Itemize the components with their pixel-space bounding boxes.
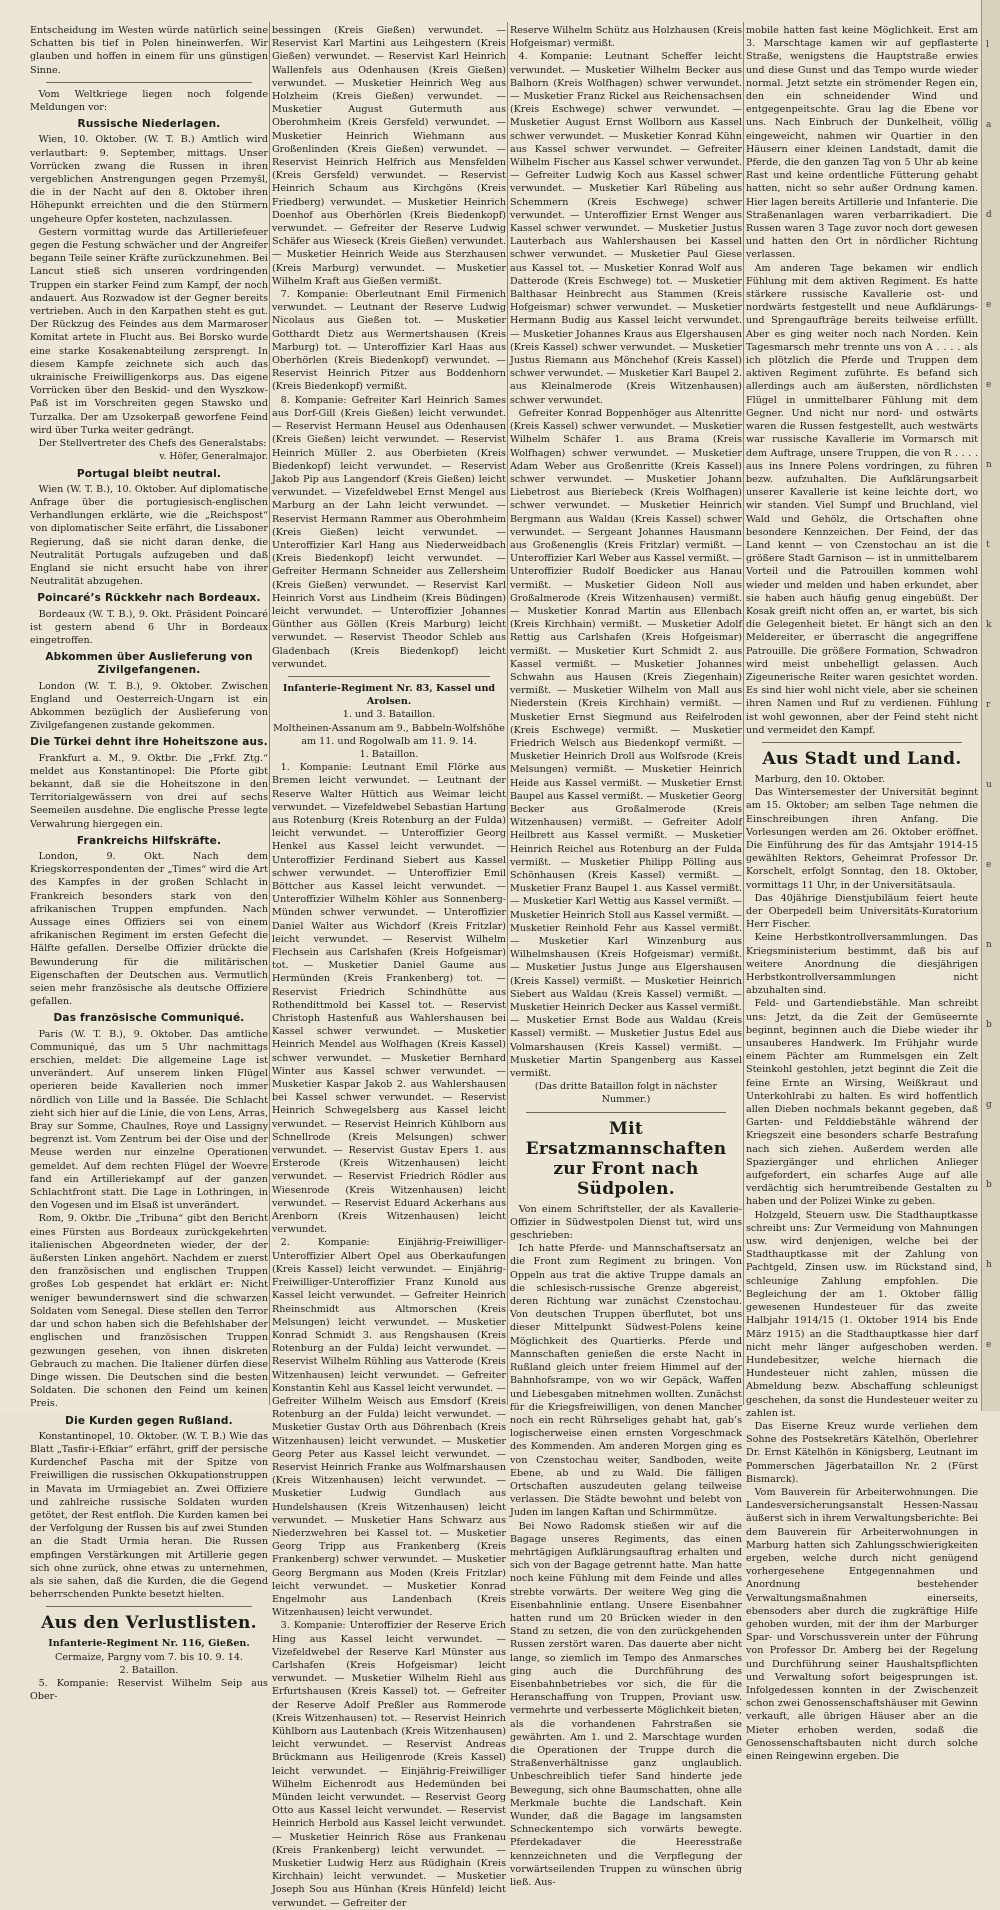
article-paragraph: London, 9. Okt. Nach dem Kriegskorrespondenten der „Times“ wird die Art des Kampfes in der großen Schlacht in Frankreich besonders stark von den afrikanischen Truppen empfunden. Nach Aussage eines Offiziers sei von einem afrikanischen Regiment im ersten Gefecht die Hälfte gefallen. Derselbe Offizier drückte die Bewunderung für die militärischen Eigenschaften der Deutschen aus. Vermutlich seien mehr französische als deutsche Offiziere gefallen.: [30, 850, 268, 1008]
edge-letter: e: [986, 860, 992, 870]
divider: [46, 82, 252, 83]
local-news-item: Vom Bauverein für Arbeiterwohnungen. Die Landesversicherungsanstalt Hessen-Nassau äußerst sich in ihrem Verwaltungsberichte: Bei dem Bauverein für Arbeiterwohnungen in Marburg hatten sich Zahlungsschwierigkeiten ergeben, welche durch nicht genügend vorhergesehene Entgegennahmen und Anordnung bestehender Verwaltungsmaßnahmen einerseits, ebensoders aber durch die zugkräftige Hilfe gehoben wurden, mit der ihm der Marburger Spar- und Vorschussverein unter der Führung von Professor Dr. Amberg bei der Regelung und Durchführung seiner Haushaltspflichten und Verwaltung sofort beigesprungen ist. Infolgedessen konnten in der Zwischenzeit schon zwei Genossenschaftshäuser mit Gewinn verkauft, alle übrigen Häuser aber an die Mieter erhoben werden, sodaß die Genossenschaftsbauten nicht durch solche einen Reingewinn ergeben. Die: [746, 1486, 978, 1762]
article-paragraph: Frankfurt a. M., 9. Oktbr. Die „Frkf. Ztg.“ meldet aus Konstantinopel: Die Pforte gibt bekannt, daß sie die Hoheitszone in den Territorialgewässern von drei auf sechs Seemeilen ausdehne. Die englische Presse legte Verwahrung hiergegen ein.: [30, 752, 268, 830]
article-paragraph: Bordeaux (W. T. B.), 9. Okt. Präsident Poincaré ist gestern abend 6 Uhr in Bordeaux eingetroffen.: [30, 608, 268, 646]
article-heading: Die Kurden gegen Rußland.: [65, 1414, 233, 1427]
section-heading: Aus Stadt und Land.: [762, 748, 962, 769]
column-1: [30, 24, 268, 1703]
article-paragraph: 5. Kompanie: Reservist Wilhelm Seip aus Ober-: [30, 1677, 268, 1703]
article-paragraph: London (W. T. B.), 9. Oktober. Zwischen England und Oesterreich-Ungarn ist ein Abkommen bezüglich der Auslieferung von Zivilgefangenen zustande gekommen.: [30, 680, 268, 732]
divider: [762, 742, 962, 743]
article-paragraph: Entscheidung im Westen würde natürlich seine Schatten bis tief in Polen hineinwerfen. Wir glauben und hoffen in einem für uns günstigen Sinne.: [30, 25, 268, 76]
article-paragraph: Konstantinopel, 10. Oktober. (W. T. B.) Wie das Blatt „Tasfir-i-Efkiar“ erfährt, griff der persische Kurdenchef Pascha mit der Spitze von Freiwilligen die russischen Okkupationstruppen in Mavata im Urmiagebiet an. Zwei Offiziere und zahlreiche russische Soldaten wurden getötet, der Rest entfloh. Die Kurden kamen bei der Verfolgung der Russen bis auf zwei Stunden an die Stadt Urmia heran. Die Russen empfingen Verstärkungen mit Artillerie gegen sich ohne zurück, ohne etwas zu unternehmen, als sie sahen, daß die Kurden, die die Gegend beherrschenden Punkte besetzt hielten.: [30, 1430, 268, 1601]
article-paragraph: Vom Weltkriege liegen noch folgende Meldungen vor:: [30, 88, 268, 114]
column-3: [510, 24, 742, 1889]
article-paragraph: Wien (W. T. B.), 10. Oktober. Auf diplomatische Anfrage über die portugiesisch-englischen Verhandlungen erklärte, wie die „Reichspost“ von diplomatischer Seite erfährt, die Lissaboner Regierung, daß sie nicht daran denke, die Neutralität Portugals aufzugeben und daß England sie nicht ersucht habe von ihrer Neutralität abzugehen.: [30, 483, 268, 588]
local-news-item: Das 40jährige Dienstjubiläum feiert heute der Oberpedell beim Universitäts-Kuratorium Herr Fischer.: [746, 892, 978, 931]
battalion-heading: 1. Bataillon.: [359, 748, 419, 760]
regiment-subheading: 1. und 3. Bataillon.: [342, 709, 436, 721]
casualty-list: 2. Kompanie: Einjährig-Freiwilliger-Unteroffizier Albert Opel aus Oberkaufungen (Kreis Kassel) leicht verwundet. — Einjährig-Freiwilliger-Unteroffizier Franz Kunold aus Kassel leicht verwundet. — Gefreiter Heinrich Rheinschmidt aus Altmorschen (Kreis Melsungen) leicht verwundet. — Musketier Konrad Schmidt 3. aus Rengshausen (Kreis Rotenburg an der Fulda) leicht verwundet. — Reservist Wilhelm Rühling aus Vatterode (Kreis Witzenhausen) leicht verwundet. — Gefreiter Konstantin Kehl aus Kassel leicht verwundet. — Gefreiter Wilhelm Weisch aus Emsdorf (Kreis Rotenburg an der Fulda) leicht verwundet. — Musketier Gustav Orth aus Döhrenbach (Kreis Witzenhausen) leicht verwundet. — Musketier Georg Peter aus Kassel leicht verwundet. — Reservist Heinrich Franke aus Wolfmarshausen (Kreis Witzenhausen) leicht verwundet. — Musketier Ludwig Gundlach aus Hundelshausen (Kreis Witzenhausen) leicht verwundet. — Musketier Hans Schwarz aus Niederzwehren bei Kassel tot. — Musketier Georg Tripp aus Frankenberg (Kreis Frankenberg) schwer verwundet. — Musketier Georg Bergmann aus Moden (Kreis Fritzlar) leicht verwundet. — Musketier Konrad Engelmohr aus Landenbach (Kreis Witzenhausen) leicht verwundet.: [272, 1237, 506, 1619]
article-heading: Russische Niederlagen.: [77, 118, 221, 131]
column-rule: [743, 22, 744, 1405]
article-heading: Portugal bleibt neutral.: [76, 467, 222, 480]
article-paragraph: mobile hatten fast keine Möglichkeit. Erst am 3. Marschtage kamen wir auf gepflasterte Straße, wenigstens die Hauptstraße erwies und diese Gunst und das Tempo wurde wieder normal. Jetzt setzte ein strömender Regen ein, den ein schneidender Wind und entgegenpeitschte. Grau lag die Ebene vor uns. Nach Einbruch der Dunkelheit, völlig eingeweicht, nahmen wir Quartier in den Häusern einer kleinen Landstadt, damit die Pferde, die den ganzen Tag von 5 Uhr ab keine Rast und keine ordentliche Fütterung gehabt hatten, nicht so sehr außer Ordnung kamen. Hier lagen bereits Artillerie und Infanterie. Die Straßenanlagen waren verbarrikadiert. Die Russen waren 3 Tage zuvor noch dort gewesen und hatten den Ort in nördlicher Richtung verlassen.: [746, 25, 978, 261]
casualty-list: 4. Kompanie: Leutnant Scheffer leicht verwundet. — Musketier Wilhelm Becker aus Balhorn (Kreis Wolfhagen) schwer verwundet. — Musketier Franz Rickel aus Reichensachsen (Kreis Eschwege) schwer verwundet. — Musketier August Ernst Wollborn aus Kassel schwer verwundet. — Musketier Konrad Kühn aus Kassel schwer verwundet. — Gefreiter Wilhelm Fischer aus Kassel schwer verwundet. — Gefreiter Ludwig Koch aus Kassel schwer verwundet. — Musketier Karl Rübeling aus Schemmern (Kreis Eschwege) schwer verwundet. — Unteroffizier Ernst Wenger aus Kassel schwer verwundet. — Musketier Justus Lauterbach aus Wahlershausen bei Kassel schwer verwundet. — Musketier Paul Giese aus Kassel tot. — Musketier Konrad Wolf aus Datterode (Kreis Eschwege) tot. — Musketier Balthasar Heinbrecht aus Stammen (Kreis Hofgeismar) schwer verwundet. — Musketier Hermann Budig aus Kassel leicht verwundet. — Musketier Johannes Kraus aus Elgershausen (Kreis Kassel) schwer verwundet. — Musketier Justus Riemann aus Mönchehof (Kreis Kassel) schwer verwundet. — Musketier Karl Baupel 2. aus Kleinalmerode (Kreis Witzenhausen) schwer verwundet.: [510, 51, 742, 406]
regiment-heading: Infanterie-Regiment Nr. 83, Kassel und Arolsen.: [282, 682, 496, 708]
article-heading: Abkommen über Auslieferung von Zivilgefangenen.: [45, 651, 253, 677]
article-heading: Die Türkei dehnt ihre Hoheitszone aus.: [30, 736, 268, 749]
article-paragraph: Am anderen Tage bekamen wir endlich Fühlung mit dem aktiven Regiment. Es hatte stärkere russische Kavallerie ost- und nordwärts festgestellt und neue Aufklärungs- und Sprengaufträge bereits teilweise erfüllt. Aber es ging weiter noch nach Norden. Kein Tagesmarsch mehr trennte uns von A . . . . als ich plötzlich die Pferde und Truppen dem aktiven Regiment zuführte. Es befand sich allerdings auch am äußersten, nördlichsten Flügel in unmittelbarer Fühlung mit dem Gegner. Und nicht nur nord- und ostwärts waren die Russen festgestellt, auch westwärts war russische Kavallerie im Vormarsch mit dem Auftrage, unsere Truppen, die von R . . . . aus ins Innere Polens vordringen, zu führen bezw. aufzuhalten. Die Aufklärungsarbeit unserer Kavallerie ist keine leichte dort, wo wir standen. Viel Sumpf und Bruchland, viel Wald und Gehölz, die Ortschaften ohne besondere Kennzeichen. Der Feind, der das Land kennt — von Czenstochau an ist die größere Stadt Garnison — ist in unmittelbarem Vorteil und die Patrouillen kommen wohl wieder und melden und haben erkundet, aber sie haben auch häufig genug eingebüßt. Der Kosak greift nicht offen an, er wartet, bis sich die Gelegenheit bietet. Er hängt sich an den Meldereiter, er überrascht die angegriffene Patrouille. Die größere Formation, Schwadron wird meist unbehelligt gelassen. Auch Zigeunerische Reiter waren gesichtet worden. Es sind hier wohl nicht viele, aber sie scheinen ihren Namen und Ruf zu verdienen. Fühlung ist wohl gewonnen, aber der Feind steht nicht und vermeidet den Kampf.: [746, 262, 978, 736]
casualty-list: 8. Kompanie: Gefreiter Karl Heinrich Sames aus Dorf-Gill (Kreis Gießen) leicht verwundet. — Reservist Hermann Heusel aus Odenhausen (Kreis Gießen) leicht verwundet. — Reservist Heinrich Müller 2. aus Oberbieten (Kreis Biedenkopf) leicht verwundet. — Reservist Jakob Pip aus Langendorf (Kreis Gießen) leicht verwundet. — Vizefeldwebel Ernst Mengel aus Marburg an der Lahn leicht verwundet. — Reservist Hermann Rammer aus Oberohmheim (Kreis Gießen) leicht verwundet. — Unteroffizier Karl Hang aus Niederweidbach (Kreis Biedenkopf) leicht verwundet. — Gefreiter Hermann Schneider aus Zellersheim (Kreis Gießen) verwundet. — Reservist Karl Heinrich Vorst aus Lindheim (Kreis Büdingen) leicht verwundet. — Unteroffizier Johannes Günther aus Göllen (Kreis Marburg) leicht verwundet. — Reservist Theodor Schleb aus Gladenbach (Kreis Biedenkopf) leicht verwundet.: [272, 394, 506, 670]
edge-letter: t: [986, 540, 990, 550]
regiment-heading: Infanterie-Regiment Nr. 116, Gießen.: [48, 1638, 250, 1650]
article-paragraph: Von einem Schriftsteller, der als Kavallerie-Offizier in Südwestpolen Dienst tut, wird uns geschrieben:: [510, 1203, 742, 1242]
edge-letter: b: [986, 1180, 992, 1190]
article-heading: Frankreichs Hilfskräfte.: [76, 834, 222, 847]
edge-letter: b: [986, 1020, 992, 1030]
casualty-list: Reserve Wilhelm Schütz aus Holzhausen (Kreis Hofgeismar) vermißt.: [510, 25, 742, 50]
edge-letter: e: [986, 380, 992, 390]
local-news-item: Feld- und Gartendiebstähle. Man schreibt uns: Jetzt, da die Zeit der Gemüseernte beginnt, beginnen auch die Diebe wieder ihr unsauberes Handwerk. Im Frühjahr wurde einem Pächter am Rummelsgen ein Zelt Steinkohl gestohlen, jetzt beginnt die Zeit die feine Ernte an Wirsing, Weißkraut und Unterkohlrabi zu halten. Es wird hoffentlich allen Dieben nochmals bekannt gegeben, daß Garten- und Felddiebstähle während der Kriegszeit eine besonders scharfe Bestrafung nach sich ziehen. Außerdem werden alle Spaziergänger und ehrlichen Anlieger aufgefordert, ein scharfes Auge auf alle verdächtig sich herumtreibende Gestalten zu haben und der Polizei Winke zu geben.: [746, 998, 978, 1208]
section-heading: Aus den Verlustlisten.: [41, 1613, 257, 1634]
battalion-heading: 2. Bataillon.: [119, 1664, 179, 1676]
local-news-item: Keine Herbstkontrollversammlungen. Das Kriegsministerium bestimmt, daß bis auf weitere Anordnung die diesjährigen Herbstkontrollversammlungen nicht abzuhalten sind.: [746, 932, 978, 997]
article-heading: Poincaré’s Rückkehr nach Bordeaux.: [37, 592, 261, 605]
adjacent-page-edge: [981, 0, 1000, 1411]
column-2: [272, 24, 506, 1909]
column-rule: [507, 22, 508, 1405]
casualty-list: 1. Kompanie: Leutnant Emil Flörke aus Bremen leicht verwundet. — Leutnant der Reserve Walter Hüttich aus Weimar leicht verwundet. — Vizefeldwebel Sebastian Hartung aus Rotenburg (Kreis Rotenburg an der Fulda) leicht verwundet. — Unteroffizier Georg Henkel aus Kassel leicht verwundet. — Unteroffizier Ferdinand Siebert aus Kassel schwer verwundet. — Unteroffizier Emil Böttcher aus Kassel leicht verwundet. — Unteroffizier Wilhelm Köhler aus Sonnenberg-Münden schwer verwundet. — Unteroffizier Daniel Walter aus Wichdorf (Kreis Fritzlar) leicht verwundet. — Reservist Wilhelm Flechsein aus Carlshafen (Kreis Hofgeismar) tot. — Musketier Daniel Gaume aus Hermünden (Kreis Frankenberg) tot. — Reservist Friedrich Schindhütte aus Rothendittmold bei Kassel tot. — Reservist Christoph Hastenfuß aus Wahlershausen bei Kassel schwer verwundet. — Musketier Heinrich Mendel aus Wolfhagen (Kreis Kassel) schwer verwundet. — Musketier Bernhard Winter aus Kassel schwer verwundet. — Musketier Kaspar Jakob 2. aus Wahlershausen bei Kassel schwer verwundet. — Reservist Heinrich Schwegelsberg aus Kassel leicht verwundet. — Reservist Heinrich Kühlborn aus Schnellrode (Kreis Melsungen) schwer verwundet. — Reservist Gustav Epers 1. aus Ersterode (Kreis Witzenhausen) leicht verwundet. — Reservist Friedrich Rödler aus Wiesenrode (Kreis Witzenhausen) leicht verwundet. — Reservist Eduard Ackerhans aus Arenborn (Kreis Witzenhausen) leicht verwundet.: [272, 762, 506, 1236]
regiment-subheading: Cermaize, Pargny vom 7. bis 10. 9. 14.: [55, 1651, 243, 1663]
edge-letter: h: [986, 1260, 992, 1270]
casualty-list: bessingen (Kreis Gießen) verwundet. — Reservist Karl Martini aus Leihgestern (Kreis Gießen) verwundet. — Reservist Karl Heinrich Wallenfels aus Odenhausen (Kreis Gießen) verwundet. — Musketier Heinrich Weg aus Holzheim (Kreis Gießen) verwundet. — Musketier August Gutermuth aus Oberohmheim (Kreis Gersfeld) verwundet. — Musketier Heinrich Wiehmann aus Großenlinden (Kreis Gießen) verwundet. — Reservist Heinrich Helfrich aus Mensfelden (Kreis Gersfeld) verwundet. — Reservist Heinrich Schaum aus Kirchgöns (Kreis Friedberg) verwundet. — Musketier Heinrich Doenhof aus Oberhörlen (Kreis Biedenkopf) verwundet. — Gefreiter der Reserve Ludwig Schäfer aus Wieseck (Kreis Gießen) verwundet. — Musketier Heinrich Weide aus Sterzhausen (Kreis Marburg) verwundet. — Musketier Wilhelm Kraft aus Gießen vermißt.: [272, 25, 506, 287]
column-4: [746, 24, 978, 1762]
column-rule: [269, 22, 270, 1405]
casualty-list: 7. Kompanie: Oberleutnant Emil Firmenich verwundet. — Leutnant der Reserve Ludwig Nicolaus aus Gießen tot. — Musketier Gotthardt Dietz aus Wermertshausen (Kreis Marburg) tot. — Unteroffizier Karl Haas aus Oberhörlen (Kreis Biedenkopf) verwundet. — Reservist Heinrich Pitzer aus Boddenhorn (Kreis Biedenkopf) vermißt.: [272, 289, 506, 393]
edge-letter: l: [986, 40, 989, 50]
article-paragraph: Bei Nowo Radomsk stießen wir auf die Bagage unseres Regiments, das einen mehrtägigen Aufklärungsauftrag erhalten und sich von der Bagage getrennt hatte. Man hatte noch keine Fühlung mit dem Feinde und alles strebte vorwärts. Der weitere Weg ging die Eisenbahnlinie entlang. Unsere Eisenbahner hatten rund um 20 Brücken wieder in den Stand zu setzen, die von den zurückgehenden Russen zerstört waren. Das dauerte aber nicht lange, so ziemlich im Tempo des Anmarsches ging auch die Durchführung des Eisenbahnbetriebes vor sich, die für die Heranschaffung von Truppen, Proviant usw. vermehrte und verbesserte Möglichkeit bieten, als die vorhandenen Fahrstraßen sie gewährten. Am 1. und 2. Marschtage wurden die Operationen der Truppe durch die Straßenverhältnisse ganz unglaublich. Unbeschreiblich tiefer Sand hinderte jede Bewegung, sich ohne Baumschatten, ohne alle Merkmale buchte die Landschaft. Kein Wunder, daß die Bagage im langsamsten Schneckentempo sich vorwärts bewegte. Pferdekadaver die Heeresstraße kennzeichneten und die Verpflegung der vorwärtseilenden Truppen zu wünschen übrig ließ. Aus-: [510, 1520, 742, 1889]
edge-letter: n: [986, 940, 992, 950]
section-heading: Mit Ersatzmannschaften zur Front nach Südpolen.: [525, 1118, 727, 1199]
article-paragraph: Gestern vormittag wurde das Artilleriefeuer gegen die Festung schwächer und der Angreifer begann Teile seiner Kräfte zurückzunehmen. Bei Lancut stieß sich unseren vordringenden Truppen ein starker Feind zum Kampf, der noch andauert. Aus Rozwadow ist der Gegner bereits vertrieben. Auch in den Karpathen steht es gut. Der Rückzug des Feindes aus dem Marmaroser Komitat artete in Flucht aus. Bei Borsko wurde eine starke Kosakenabteilung zersprengt. In diesem Kampfe zeichnete sich auch das ukrainische Freiwilligenkorps aus. Das eigene Vorrücken über den Beskid- und den Wyszkow-Paß ist im Vorschreiten gegen Stawsko und Turzalka. Der am Uzsokerpaß geworfene Feind wird über Turka weiter gedrängt.: [30, 226, 268, 436]
dateline: Marburg, den 10. Oktober.: [754, 773, 885, 785]
casualty-list: 3. Kompanie: Unteroffizier der Reserve Erich Hing aus Kassel leicht verwundet. — Vizefeldwebel der Reserve Karl Münster aus Carlshafen (Kreis Hofgeismar) leicht verwundet. — Musketier Wilhelm Riehl aus Erfurtshausen (Kreis Kassel) tot. — Gefreiter der Reserve Adolf Preßler aus Rommerode (Kreis Witzenhausen) tot. — Reservist Heinrich Kühlborn aus Lautenbach (Kreis Witzenhausen) leicht verwundet. — Reservist Andreas Brückmann aus Heiligenrode (Kreis Kassel) leicht verwundet. — Einjährig-Freiwilliger Wilhelm Eichenrodt aus Hedemünden bei Münden leicht verwundet. — Reservist Georg Otto aus Kassel leicht verwundet. — Reservist Heinrich Herbold aus Kassel leicht verwundet. — Musketier Heinrich Röse aus Frankenau (Kreis Frankenberg) leicht verwundet. — Musketier Ludwig Herz aus Rüdighain (Kreis Kirchhain) leicht verwundet. — Musketier Joseph Sou aus Hünhan (Kreis Hünfeld) leicht verwundet. — Gefreiter der: [272, 1620, 506, 1909]
article-paragraph: Ich hatte Pferde- und Mannschaftsersatz an die Front zum Regiment zu bringen. Von Oppeln aus trat die aktive Truppe damals an die schlesisch-russische Grenze abgereist, deren Richtung war zunächst Czenstochau. Von deutschen Truppen überflutet, bot uns dieser Mittelpunkt Südwest-Polens keine Möglichkeit des Quartierks. Pferde und Mannschaften genießen die erste Nacht in Rußland gleich unter freiem Himmel auf der Bahnhofsrampe, von wo wir Gepäck, Waffen und Liebesgaben mitnehmen wollten. Zunächst für die Kriegsfreiwilligen, von denen Mancher noch ein recht Rührseliges gehabt hat, gab’s logischerweise einen ernsten Vorgeschmack des Kommenden. Am anderen Morgen ging es von Czenstochau weiter, Sandboden, weite Ebene, ab und zu Wald. Die fälligen Ortschaften auszudeuten gelang teilweise verlassen. Die Städte bewohnt und belebt von Juden im langen Kaftan und Schirmmütze.: [510, 1243, 742, 1519]
edge-letter: r: [986, 700, 991, 710]
local-news-item: Das Wintersemester der Universität beginnt am 15. Oktober; am selben Tage nehmen die Einschreibungen ihren Anfang. Die Vorlesungen werden am 26. Oktober eröffnet. Die Einführung des für das Amtsjahr 1914-15 gewählten Rektors, Geheimrat Professor Dr. Korschelt, erfolgt Sonntag, den 18. Oktober, vormittags 11 Uhr, in der Universitätsaula.: [746, 787, 978, 891]
local-news-item: Das Eiserne Kreuz wurde verliehen dem Sohne des Postsekretärs Kätelhön, Oberlehrer Dr. Ernst Kätelhön in Königsberg, Leutnant im Pommerschen Jägerbataillon Nr. 2 (Fürst Bismarck).: [746, 1420, 978, 1485]
article-paragraph: Wien, 10. Oktober. (W. T. B.) Amtlich wird verlautbart: 9. September, mittags. Unser Vorrücken zwang die Russen in ihren vergeblichen Anstrengungen gegen Przemyšl, die in der Nacht auf den 8. Oktober ihren Höhepunkt erreichten und die den Stürmern ungeheure Opfer kosteten, nachzulassen.: [30, 134, 268, 225]
divider: [46, 1606, 252, 1607]
divider: [526, 1112, 726, 1113]
article-paragraph: Paris (W. T. B.), 9. Oktober. Das amtliche Communiqué, das um 5 Uhr nachmittags erschien, meldet: Die allgemeine Lage ist unverändert. Auf unserem linken Flügel operieren beide Kavallerien noch immer nördlich von Lille und la Bassée. Die Schlacht zieht sich hier auf die Linie, die von Lens, Arras, Bray sur Somme, Chaulnes, Roye und Lassigny begrenzt ist. Vom Zentrum bei der Oise und der Meuse werden nur einzelne Operationen gemeldet. Auf dem rechten Flügel der Woevre fand ein Artilleriekampf auf der ganzen Schlachtfront statt. Die Lage in Lothringen, in den Vogesen und im Elsaß ist unverändert.: [30, 1028, 268, 1212]
regiment-subheading: Moltheinen-Assanum am 9., Babbeln-Wolfshöhe am 11. und Rogolwalb am 11. 9. 14.: [273, 722, 505, 747]
casualty-list: Gefreiter Konrad Boppenhöger aus Altenritte (Kreis Kassel) schwer verwundet. — Musketier Wilhelm Schäfer 1. aus Brama (Kreis Wolfhagen) schwer verwundet. — Musketier Adam Weber aus Großenritte (Kreis Kassel) schwer verwundet. — Musketier Johann Liebetrost aus Bieriebeck (Kreis Wolfhagen) schwer verwundet. — Musketier Heinrich Bergmann aus Waldau (Kreis Kassel) schwer verwundet. — Sergeant Johannes Hausmann aus Großenenglis (Kreis Fritzlar) vermißt. — Unteroffizier Karl Weber aus Kassel vermißt. — Unteroffizier Rudolf Boedicker aus Hanau vermißt. — Musketier Gideon Noll aus Großalmerode (Kreis Witzenhausen) vermißt. — Musketier Konrad Martin aus Ellenbach (Kreis Kirchhain) vermißt. — Musketier Adolf Rettig aus Carlshafen (Kreis Hofgeismar) vermißt. — Musketier Kurt Schmidt 2. aus Kassel vermißt. — Musketier Johannes Schwahn aus Hausen (Kreis Ziegenhain) vermißt. — Musketier Wilhelm von Mall aus Niederstein (Kreis Kirchhain) vermißt. — Musketier Ernst Siegmund aus Reifelroden (Kreis Eschwege) vermißt. — Musketier Friedrich Welsch aus Biedenkopf vermißt. — Musketier Heinrich Droll aus Wolfsrode (Kreis Melsungen) vermißt. — Musketier Heinrich Heide aus Kassel vermißt. — Musketier Ernst Baupel aus Kassel vermißt. — Musketier Georg Becker aus Großalmerode (Kreis Witzenhausen) vermißt. — Gefreiter Adolf Heilbrett aus Kassel vermißt. — Musketier Heinrich Reichel aus Rotenburg an der Fulda vermißt. — Musketier Philipp Pölling aus Schönhausen (Kreis Kassel) vermißt. — Musketier Franz Baupel 1. aus Kassel vermißt. — Musketier Karl Wettig aus Kassel vermißt. — Musketier Heinrich Stoll aus Kassel vermißt. — Musketier Reinhold Fehr aus Kassel vermißt. — Musketier Karl Winzenburg aus Wilhelmshausen (Kreis Hofgeismar) vermißt. — Musketier Justus Junge aus Elgershausen (Kreis Kassel) vermißt. — Musketier Heinrich Siebert aus Waldau (Kreis Kassel) vermißt. — Musketier Heinrich Decker aus Kassel vermißt. — Musketier Ernst Bode aus Waldau (Kreis Kassel) vermißt. — Musketier Justus Edel aus Volmarshausen (Kreis Kassel) vermißt. — Musketier Martin Spangenberg aus Kassel vermißt.: [510, 407, 742, 1080]
edge-letter: g: [986, 1100, 992, 1110]
edge-letter: e: [986, 1340, 992, 1350]
edge-letter: d: [986, 210, 992, 220]
edge-letter: a: [986, 120, 992, 130]
divider: [288, 676, 490, 677]
continuation-note: (Das dritte Bataillon folgt in nächster Nummer.): [534, 1081, 718, 1106]
article-paragraph: Der Stellvertreter des Chefs des Generalstabs:: [38, 438, 267, 450]
article-heading: Das französische Communiqué.: [53, 1012, 245, 1025]
edge-letter: u: [986, 780, 992, 790]
edge-letter: k: [986, 620, 992, 630]
article-paragraph: Rom, 9. Oktbr. Die „Tribuna“ gibt den Bericht eines Fürsten aus Bordeaux zurückgekehrten italienischen Abgeordneten wieder, der der äußersten Linken angehört. Nachdem er zuerst den französischen und englischen Truppen großes Lob gespendet hat erklärt er: Nicht weniger bewundernswert sind die schwarzen Soldaten vom Senegal. Diese stellen den Terror dar und schon haben sich die Befehlshaber der englischen und französischen Truppen gezwungen gesehen, von ihnen diskreten Gebrauch zu machen. Die Italiener dürfen diese Dinge wissen. Die Deutschen sind die besten Soldaten. Die schonen den Feind um keinen Preis.: [30, 1213, 268, 1410]
edge-letter: e: [986, 300, 992, 310]
signature: v. Höfer, Generalmajor.: [159, 451, 268, 463]
local-news-item: Holzgeld, Steuern usw. Die Stadthauptkasse schreibt uns: Zur Vermeidung von Mahnungen usw. wird denjenigen, welche bei der Stadthauptkasse mit der Zahlung von Pachtgeld, Zinsen usw. im Rückstand sind, schleunige Zahlung empfohlen. Die Begleichung der am 1. Oktober fällig gewesenen Hundesteuer für das zweite Halbjahr 1914/15 (1. Oktober 1914 bis Ende März 1915) an die Stadthauptkasse hier darf nicht mehr länger aufgeschoben werden. Hundebesitzer, welche hiernach die Hundesteuer nicht zahlen, müssen die Abmeldung bezw. Abschaffung schleunigst geschehen, da sonst die Hundesteuer weiter zu zahlen ist.: [746, 1209, 978, 1419]
edge-letter: n: [986, 460, 992, 470]
